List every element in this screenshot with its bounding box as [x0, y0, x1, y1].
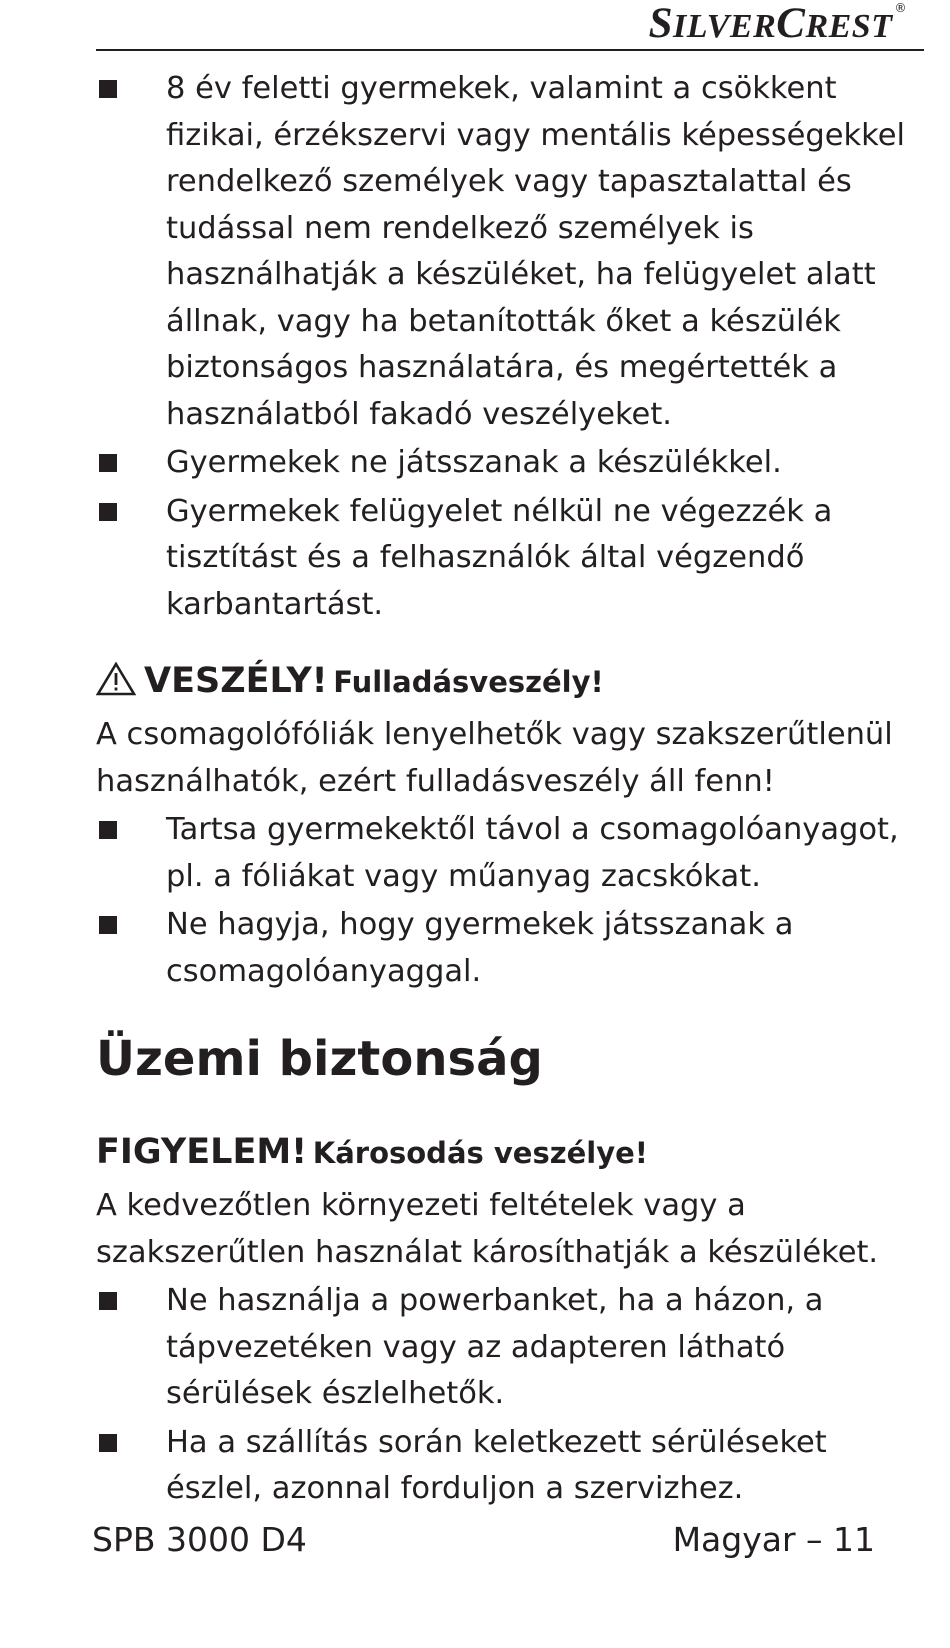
danger-heading [96, 656, 926, 712]
brand-letter: C [776, 0, 806, 47]
list-item [96, 489, 926, 629]
list-item [96, 1420, 926, 1513]
list-item [96, 807, 926, 900]
brand-letters: ILVER [672, 8, 777, 45]
bullet-square-icon [99, 503, 117, 521]
attention-subject: Károsodás veszélye! [312, 1136, 648, 1170]
brand-letters: REST [805, 8, 893, 45]
attention-text: A kedvezőtlen környezeti feltételek vagy a szakszerűtlen használat károsíthatják a készüléket. [96, 1188, 879, 1270]
model-number: SPB 3000 D4 [92, 1520, 307, 1559]
safety-list [96, 66, 926, 628]
bullet-square-icon [99, 916, 117, 934]
warning-triangle-icon [96, 662, 136, 696]
page-number: Magyar – 11 [672, 1520, 875, 1559]
danger-subject: Fulladásveszély! [333, 665, 604, 699]
bullet-square-icon [99, 454, 117, 472]
page-content [96, 66, 926, 1515]
bullet-square-icon [99, 821, 117, 839]
list-item-text: Ne hagyja, hogy gyermekek játsszanak a csomagolóanyaggal. [166, 907, 794, 989]
header-divider [96, 49, 924, 51]
list-item [96, 66, 926, 438]
danger-list [96, 807, 926, 995]
registered-mark: ® [894, 1, 907, 15]
attention-label: FIGYELEM! [96, 1132, 308, 1172]
list-item-text: 8 év feletti gyermekek, valamint a csökkent fizikai, érzékszervi vagy mentális képességekkel rendelkező személyek vagy tapasztalattal és tudással nem rendelkező személyek is használhatják a készüléket, ha felügyelet alatt állnak, vagy ha betanították őket a készülék biztonságos használatára, és megértették a használatból fakadó veszélyeket. [166, 71, 905, 432]
bullet-square-icon [99, 1292, 117, 1310]
list-item-text: Gyermekek felügyelet nélkül ne végezzék a tisztítást és a felhasználók által végzendő karbantartást. [166, 493, 833, 622]
bullet-square-icon [99, 80, 117, 98]
attention-heading [96, 1127, 926, 1183]
list-item-text: Gyermekek ne játsszanak a készülékkel. [166, 445, 782, 480]
list-item-text: Ha a szállítás során keletkezett sérüléseket észlel, azonnal forduljon a szervizhez. [166, 1424, 827, 1506]
brand-letter: S [648, 0, 673, 47]
list-item [96, 902, 926, 995]
section-title: Üzemi biztonság [96, 1031, 543, 1087]
brand-logo [649, 2, 907, 45]
danger-label: VESZÉLY! [144, 661, 328, 701]
list-item [96, 1278, 926, 1418]
list-item-text: Ne használja a powerbanket, ha a házon, a tápvezetéken vagy az adapteren látható sérülések észlelhetők. [166, 1283, 824, 1411]
danger-text: A csomagolófóliák lenyelhetők vagy szakszerűtlenül használhatók, ezért fulladásveszély áll fenn! [96, 717, 893, 799]
attention-list [96, 1278, 926, 1513]
bullet-square-icon [99, 1434, 117, 1452]
list-item [96, 440, 926, 487]
list-item-text: Tartsa gyermekektől távol a csomagolóanyagot, pl. a fóliákat vagy műanyag zacskókat. [166, 812, 899, 894]
